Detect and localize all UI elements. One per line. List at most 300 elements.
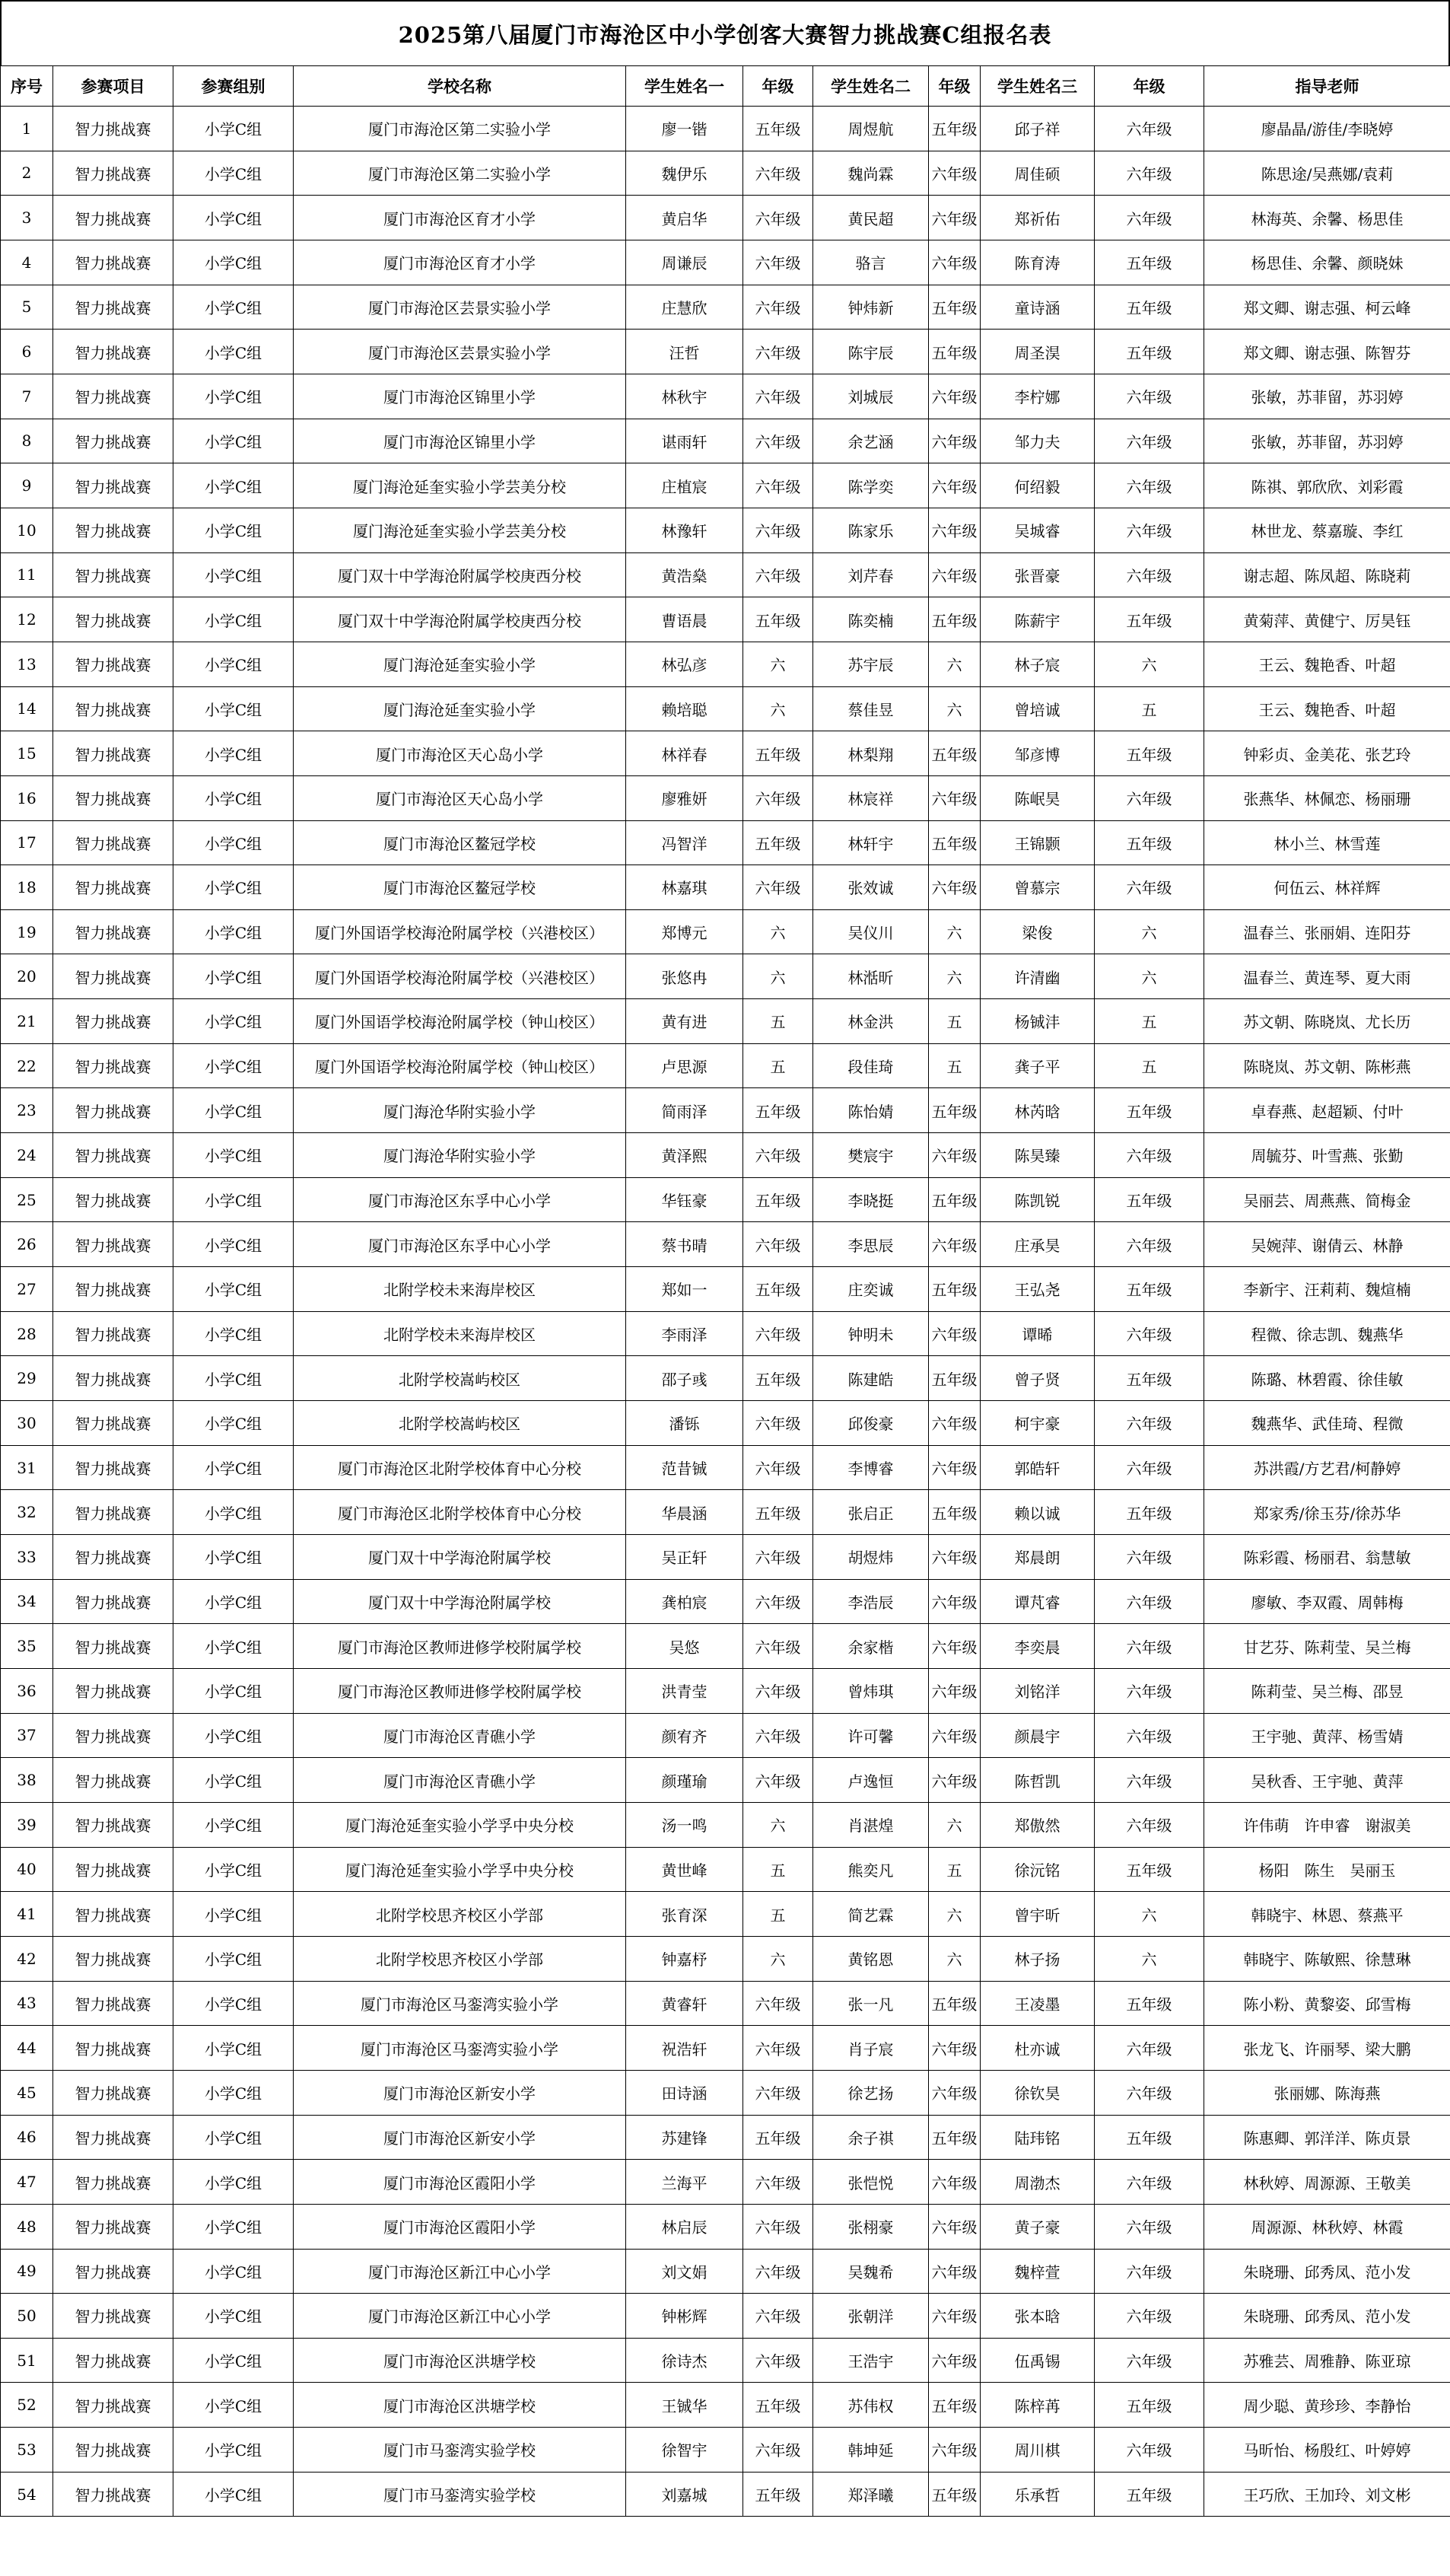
cell-group: 小学C组 bbox=[173, 2204, 294, 2249]
cell-advisors: 林世龙、蔡嘉璇、李红 bbox=[1204, 508, 1450, 552]
table-row bbox=[1, 508, 1450, 552]
cell-grade-3: 六 bbox=[1095, 1936, 1204, 1981]
cell-student-2: 林轩宇 bbox=[813, 820, 929, 865]
cell-advisors: 郑文卿、谢志强、陈智芬 bbox=[1204, 330, 1450, 374]
cell-school: 厦门市海沧区马銮湾实验小学 bbox=[294, 1981, 626, 2026]
sheet-title: 2025第八届厦门市海沧区中小学创客大赛智力挑战赛C组报名表 bbox=[0, 0, 1450, 65]
cell-index: 34 bbox=[1, 1579, 53, 1624]
cell-index: 22 bbox=[1, 1043, 53, 1088]
cell-school: 厦门市海沧区马銮湾实验小学 bbox=[294, 2026, 626, 2071]
cell-advisors: 李新宇、汪莉莉、魏煊楠 bbox=[1204, 1267, 1450, 1312]
cell-student-3: 徐钦昊 bbox=[981, 2070, 1095, 2115]
cell-student-2: 张恺悦 bbox=[813, 2160, 929, 2205]
cell-student-1: 王铖华 bbox=[626, 2383, 743, 2428]
cell-index: 39 bbox=[1, 1802, 53, 1847]
cell-school: 厦门海沧延奎实验小学孚中央分校 bbox=[294, 1847, 626, 1892]
cell-student-1: 谌雨轩 bbox=[626, 419, 743, 463]
cell-student-2: 张栩豪 bbox=[813, 2204, 929, 2249]
cell-event: 智力挑战赛 bbox=[53, 1758, 173, 1803]
cell-school: 厦门市马銮湾实验学校 bbox=[294, 2428, 626, 2473]
cell-grade-2: 六年级 bbox=[929, 775, 981, 820]
cell-grade-2: 五 bbox=[929, 1043, 981, 1088]
cell-school: 厦门市海沧区洪塘学校 bbox=[294, 2338, 626, 2383]
cell-grade-3: 六年级 bbox=[1095, 2070, 1204, 2115]
cell-school: 厦门市海沧区天心岛小学 bbox=[294, 731, 626, 776]
cell-advisors: 张燕华、林佩恋、杨丽珊 bbox=[1204, 775, 1450, 820]
cell-advisors: 郑家秀/徐玉芬/徐苏华 bbox=[1204, 1490, 1450, 1535]
table-row bbox=[1, 1445, 1450, 1490]
cell-grade-3: 六年级 bbox=[1095, 1668, 1204, 1713]
header-student-2: 学生姓名二 bbox=[813, 66, 929, 107]
cell-group: 小学C组 bbox=[173, 865, 294, 910]
cell-grade-1: 五 bbox=[743, 1847, 813, 1892]
cell-grade-1: 六年级 bbox=[743, 1668, 813, 1713]
cell-index: 1 bbox=[1, 107, 53, 151]
cell-index: 33 bbox=[1, 1535, 53, 1580]
cell-student-1: 庄慧欣 bbox=[626, 285, 743, 330]
cell-grade-3: 五 bbox=[1095, 686, 1204, 731]
cell-student-3: 龚子平 bbox=[981, 1043, 1095, 1088]
cell-index: 46 bbox=[1, 2115, 53, 2160]
cell-student-2: 段佳琦 bbox=[813, 1043, 929, 1088]
cell-student-3: 柯宇豪 bbox=[981, 1401, 1095, 1446]
cell-school: 厦门市海沧区新江中心小学 bbox=[294, 2249, 626, 2294]
cell-grade-2: 五年级 bbox=[929, 1981, 981, 2026]
cell-grade-2: 六 bbox=[929, 909, 981, 954]
cell-group: 小学C组 bbox=[173, 2026, 294, 2071]
cell-advisors: 王宇驰、黄萍、杨雪婧 bbox=[1204, 1713, 1450, 1758]
table-row bbox=[1, 1758, 1450, 1803]
cell-index: 6 bbox=[1, 330, 53, 374]
cell-school: 厦门海沧华附实验小学 bbox=[294, 1133, 626, 1178]
cell-advisors: 朱晓珊、邱秀凤、范小发 bbox=[1204, 2249, 1450, 2294]
cell-grade-1: 六年级 bbox=[743, 240, 813, 285]
cell-event: 智力挑战赛 bbox=[53, 463, 173, 508]
cell-advisors: 陈莉莹、吴兰梅、邵昱 bbox=[1204, 1668, 1450, 1713]
cell-grade-2: 六年级 bbox=[929, 374, 981, 419]
cell-event: 智力挑战赛 bbox=[53, 2160, 173, 2205]
cell-student-1: 苏建锋 bbox=[626, 2115, 743, 2160]
cell-school: 厦门市海沧区芸景实验小学 bbox=[294, 285, 626, 330]
cell-group: 小学C组 bbox=[173, 1579, 294, 1624]
cell-advisors: 周源源、林秋婷、林霞 bbox=[1204, 2204, 1450, 2249]
cell-student-2: 陈奕楠 bbox=[813, 597, 929, 642]
table-row bbox=[1, 686, 1450, 731]
cell-school: 厦门市海沧区新安小学 bbox=[294, 2070, 626, 2115]
cell-grade-2: 五年级 bbox=[929, 1267, 981, 1312]
cell-advisors: 魏燕华、武佳琦、程微 bbox=[1204, 1401, 1450, 1446]
cell-grade-3: 五年级 bbox=[1095, 1490, 1204, 1535]
cell-grade-3: 六年级 bbox=[1095, 1802, 1204, 1847]
cell-index: 30 bbox=[1, 1401, 53, 1446]
cell-student-2: 肖子宸 bbox=[813, 2026, 929, 2071]
cell-grade-3: 六 bbox=[1095, 909, 1204, 954]
cell-student-2: 张启正 bbox=[813, 1490, 929, 1535]
cell-event: 智力挑战赛 bbox=[53, 1668, 173, 1713]
cell-event: 智力挑战赛 bbox=[53, 2070, 173, 2115]
cell-student-2: 李浩辰 bbox=[813, 1579, 929, 1624]
cell-grade-1: 五年级 bbox=[743, 2383, 813, 2428]
cell-grade-2: 六 bbox=[929, 642, 981, 686]
cell-student-1: 华晨涵 bbox=[626, 1490, 743, 1535]
cell-grade-2: 六年级 bbox=[929, 1311, 981, 1356]
cell-student-1: 洪青莹 bbox=[626, 1668, 743, 1713]
cell-student-3: 陈梓苒 bbox=[981, 2383, 1095, 2428]
cell-student-2: 胡煜炜 bbox=[813, 1535, 929, 1580]
cell-grade-3: 六年级 bbox=[1095, 1133, 1204, 1178]
cell-event: 智力挑战赛 bbox=[53, 107, 173, 151]
cell-school: 厦门市海沧区东孚中心小学 bbox=[294, 1177, 626, 1222]
table-row bbox=[1, 1267, 1450, 1312]
cell-grade-1: 六年级 bbox=[743, 508, 813, 552]
cell-grade-2: 六年级 bbox=[929, 1133, 981, 1178]
table-row bbox=[1, 1847, 1450, 1892]
cell-event: 智力挑战赛 bbox=[53, 1892, 173, 1937]
cell-grade-2: 五年级 bbox=[929, 330, 981, 374]
header-index: 序号 bbox=[1, 66, 53, 107]
cell-student-2: 陈家乐 bbox=[813, 508, 929, 552]
cell-grade-1: 六年级 bbox=[743, 1445, 813, 1490]
cell-grade-2: 五年级 bbox=[929, 285, 981, 330]
cell-school: 厦门海沧延奎实验小学孚中央分校 bbox=[294, 1802, 626, 1847]
cell-student-1: 黄世峰 bbox=[626, 1847, 743, 1892]
cell-grade-1: 六 bbox=[743, 686, 813, 731]
cell-grade-1: 六年级 bbox=[743, 1579, 813, 1624]
cell-student-3: 陈凯锐 bbox=[981, 1177, 1095, 1222]
cell-grade-1: 六年级 bbox=[743, 2294, 813, 2339]
table-row bbox=[1, 1981, 1450, 2026]
cell-grade-3: 六年级 bbox=[1095, 107, 1204, 151]
cell-student-3: 乐承哲 bbox=[981, 2472, 1095, 2517]
cell-advisors: 朱晓珊、邱秀凤、范小发 bbox=[1204, 2294, 1450, 2339]
cell-student-2: 刘芹春 bbox=[813, 552, 929, 597]
cell-advisors: 王云、魏艳香、叶超 bbox=[1204, 642, 1450, 686]
cell-event: 智力挑战赛 bbox=[53, 954, 173, 999]
cell-grade-3: 六 bbox=[1095, 954, 1204, 999]
cell-student-1: 郑博元 bbox=[626, 909, 743, 954]
cell-grade-1: 六 bbox=[743, 954, 813, 999]
cell-student-1: 林启辰 bbox=[626, 2204, 743, 2249]
cell-student-1: 徐智宇 bbox=[626, 2428, 743, 2473]
cell-student-1: 赖培聪 bbox=[626, 686, 743, 731]
cell-group: 小学C组 bbox=[173, 1401, 294, 1446]
cell-student-3: 周川棋 bbox=[981, 2428, 1095, 2473]
cell-group: 小学C组 bbox=[173, 2294, 294, 2339]
table-row bbox=[1, 597, 1450, 642]
cell-event: 智力挑战赛 bbox=[53, 1267, 173, 1312]
cell-student-2: 许可馨 bbox=[813, 1713, 929, 1758]
cell-school: 北附学校嵩屿校区 bbox=[294, 1401, 626, 1446]
cell-index: 54 bbox=[1, 2472, 53, 2517]
cell-group: 小学C组 bbox=[173, 731, 294, 776]
cell-grade-1: 六年级 bbox=[743, 2428, 813, 2473]
cell-grade-1: 六 bbox=[743, 642, 813, 686]
cell-student-3: 曾培诚 bbox=[981, 686, 1095, 731]
cell-student-3: 张晋豪 bbox=[981, 552, 1095, 597]
cell-advisors: 温春兰、黄连琴、夏大雨 bbox=[1204, 954, 1450, 999]
cell-grade-3: 五年级 bbox=[1095, 1356, 1204, 1401]
cell-student-1: 简雨泽 bbox=[626, 1088, 743, 1133]
cell-student-3: 曾宇昕 bbox=[981, 1892, 1095, 1937]
cell-grade-3: 六年级 bbox=[1095, 151, 1204, 196]
registration-table bbox=[0, 65, 1450, 2517]
cell-student-2: 邱俊豪 bbox=[813, 1401, 929, 1446]
cell-index: 8 bbox=[1, 419, 53, 463]
cell-group: 小学C组 bbox=[173, 1802, 294, 1847]
cell-school: 北附学校嵩屿校区 bbox=[294, 1356, 626, 1401]
cell-event: 智力挑战赛 bbox=[53, 2428, 173, 2473]
cell-event: 智力挑战赛 bbox=[53, 775, 173, 820]
cell-school: 厦门市海沧区洪塘学校 bbox=[294, 2383, 626, 2428]
cell-school: 厦门海沧延奎实验小学芸美分校 bbox=[294, 463, 626, 508]
cell-grade-2: 五年级 bbox=[929, 597, 981, 642]
cell-grade-1: 六年级 bbox=[743, 2204, 813, 2249]
cell-grade-2: 六年级 bbox=[929, 419, 981, 463]
cell-grade-2: 六年级 bbox=[929, 463, 981, 508]
cell-grade-3: 五年级 bbox=[1095, 1847, 1204, 1892]
table-row bbox=[1, 1579, 1450, 1624]
cell-student-1: 黄有进 bbox=[626, 999, 743, 1044]
cell-group: 小学C组 bbox=[173, 1758, 294, 1803]
cell-grade-3: 六年级 bbox=[1095, 419, 1204, 463]
table-row bbox=[1, 1490, 1450, 1535]
cell-event: 智力挑战赛 bbox=[53, 999, 173, 1044]
cell-grade-1: 六年级 bbox=[743, 2338, 813, 2383]
cell-grade-2: 六年级 bbox=[929, 865, 981, 910]
cell-grade-2: 六年级 bbox=[929, 2428, 981, 2473]
header-group: 参赛组别 bbox=[173, 66, 294, 107]
cell-grade-3: 六年级 bbox=[1095, 2249, 1204, 2294]
cell-grade-2: 六年级 bbox=[929, 2160, 981, 2205]
cell-student-1: 钟嘉杼 bbox=[626, 1936, 743, 1981]
cell-student-3: 张本晗 bbox=[981, 2294, 1095, 2339]
cell-advisors: 温春兰、张丽娟、连阳芬 bbox=[1204, 909, 1450, 954]
table-row bbox=[1, 2115, 1450, 2160]
cell-student-2: 周煜航 bbox=[813, 107, 929, 151]
cell-student-2: 吴魏希 bbox=[813, 2249, 929, 2294]
table-row bbox=[1, 151, 1450, 196]
cell-event: 智力挑战赛 bbox=[53, 1936, 173, 1981]
cell-index: 42 bbox=[1, 1936, 53, 1981]
table-row bbox=[1, 2070, 1450, 2115]
cell-grade-2: 五年级 bbox=[929, 1177, 981, 1222]
cell-student-2: 陈建皓 bbox=[813, 1356, 929, 1401]
cell-student-3: 赖以诚 bbox=[981, 1490, 1095, 1535]
cell-grade-3: 六年级 bbox=[1095, 1222, 1204, 1267]
table-row bbox=[1, 1356, 1450, 1401]
cell-group: 小学C组 bbox=[173, 374, 294, 419]
cell-group: 小学C组 bbox=[173, 463, 294, 508]
cell-student-2: 王浩宇 bbox=[813, 2338, 929, 2383]
cell-group: 小学C组 bbox=[173, 1311, 294, 1356]
cell-student-2: 林梨翔 bbox=[813, 731, 929, 776]
cell-grade-3: 五年级 bbox=[1095, 820, 1204, 865]
cell-event: 智力挑战赛 bbox=[53, 1043, 173, 1088]
cell-group: 小学C组 bbox=[173, 196, 294, 240]
cell-student-1: 刘嘉城 bbox=[626, 2472, 743, 2517]
cell-group: 小学C组 bbox=[173, 1535, 294, 1580]
cell-student-2: 肖湛煌 bbox=[813, 1802, 929, 1847]
cell-student-2: 张朝洋 bbox=[813, 2294, 929, 2339]
header-grade-2: 年级 bbox=[929, 66, 981, 107]
cell-index: 23 bbox=[1, 1088, 53, 1133]
cell-group: 小学C组 bbox=[173, 2383, 294, 2428]
cell-index: 37 bbox=[1, 1713, 53, 1758]
cell-event: 智力挑战赛 bbox=[53, 2249, 173, 2294]
table-row bbox=[1, 1222, 1450, 1267]
cell-student-1: 黄睿轩 bbox=[626, 1981, 743, 2026]
cell-student-1: 吴悠 bbox=[626, 1624, 743, 1669]
header-student-3: 学生姓名三 bbox=[981, 66, 1095, 107]
cell-student-2: 张一凡 bbox=[813, 1981, 929, 2026]
cell-grade-2: 六年级 bbox=[929, 2249, 981, 2294]
cell-student-3: 庄承昊 bbox=[981, 1222, 1095, 1267]
cell-index: 3 bbox=[1, 196, 53, 240]
table-row bbox=[1, 2472, 1450, 2517]
cell-grade-2: 五年级 bbox=[929, 731, 981, 776]
cell-student-2: 樊宸宇 bbox=[813, 1133, 929, 1178]
cell-event: 智力挑战赛 bbox=[53, 552, 173, 597]
cell-grade-1: 六年级 bbox=[743, 1311, 813, 1356]
cell-group: 小学C组 bbox=[173, 1713, 294, 1758]
cell-grade-1: 六年级 bbox=[743, 330, 813, 374]
table-row bbox=[1, 285, 1450, 330]
cell-grade-2: 六年级 bbox=[929, 552, 981, 597]
cell-student-3: 郑晨朗 bbox=[981, 1535, 1095, 1580]
cell-school: 厦门市海沧区鳌冠学校 bbox=[294, 820, 626, 865]
cell-student-2: 骆言 bbox=[813, 240, 929, 285]
table-row bbox=[1, 954, 1450, 999]
cell-grade-2: 六年级 bbox=[929, 2204, 981, 2249]
cell-grade-3: 五年级 bbox=[1095, 2472, 1204, 2517]
cell-index: 13 bbox=[1, 642, 53, 686]
cell-student-3: 周渤杰 bbox=[981, 2160, 1095, 2205]
cell-student-3: 邹彦博 bbox=[981, 731, 1095, 776]
cell-grade-1: 五年级 bbox=[743, 2115, 813, 2160]
cell-advisors: 韩晓宇、陈敏熙、徐慧琳 bbox=[1204, 1936, 1450, 1981]
cell-event: 智力挑战赛 bbox=[53, 731, 173, 776]
cell-advisors: 苏文朝、陈晓岚、尤长历 bbox=[1204, 999, 1450, 1044]
cell-grade-3: 五年级 bbox=[1095, 1981, 1204, 2026]
cell-index: 19 bbox=[1, 909, 53, 954]
cell-index: 21 bbox=[1, 999, 53, 1044]
table-row bbox=[1, 999, 1450, 1044]
cell-event: 智力挑战赛 bbox=[53, 1445, 173, 1490]
cell-student-2: 余家楷 bbox=[813, 1624, 929, 1669]
cell-grade-3: 五年级 bbox=[1095, 240, 1204, 285]
cell-student-3: 郭皓轩 bbox=[981, 1445, 1095, 1490]
cell-index: 4 bbox=[1, 240, 53, 285]
header-advisors: 指导老师 bbox=[1204, 66, 1450, 107]
cell-grade-1: 六年级 bbox=[743, 419, 813, 463]
cell-advisors: 张敏，苏菲留，苏羽婷 bbox=[1204, 374, 1450, 419]
cell-school: 厦门市马銮湾实验学校 bbox=[294, 2472, 626, 2517]
table-row bbox=[1, 1936, 1450, 1981]
cell-grade-3: 六年级 bbox=[1095, 1624, 1204, 1669]
cell-grade-2: 六年级 bbox=[929, 151, 981, 196]
table-row bbox=[1, 2160, 1450, 2205]
cell-student-3: 陈哲凯 bbox=[981, 1758, 1095, 1803]
cell-school: 厦门海沧延奎实验小学 bbox=[294, 686, 626, 731]
cell-student-2: 陈学奕 bbox=[813, 463, 929, 508]
cell-group: 小学C组 bbox=[173, 151, 294, 196]
cell-group: 小学C组 bbox=[173, 552, 294, 597]
table-row bbox=[1, 1624, 1450, 1669]
cell-event: 智力挑战赛 bbox=[53, 865, 173, 910]
cell-grade-3: 六年级 bbox=[1095, 1401, 1204, 1446]
cell-student-3: 林子扬 bbox=[981, 1936, 1095, 1981]
table-row bbox=[1, 1088, 1450, 1133]
table-row bbox=[1, 865, 1450, 910]
cell-event: 智力挑战赛 bbox=[53, 1356, 173, 1401]
cell-group: 小学C组 bbox=[173, 954, 294, 999]
cell-grade-1: 六年级 bbox=[743, 1758, 813, 1803]
cell-event: 智力挑战赛 bbox=[53, 2026, 173, 2071]
cell-student-3: 周圣淏 bbox=[981, 330, 1095, 374]
cell-school: 厦门市海沧区教师进修学校附属学校 bbox=[294, 1624, 626, 1669]
cell-advisors: 廖敏、李双霞、周韩梅 bbox=[1204, 1579, 1450, 1624]
cell-student-2: 林湉昕 bbox=[813, 954, 929, 999]
cell-student-2: 庄奕诚 bbox=[813, 1267, 929, 1312]
cell-grade-3: 六年级 bbox=[1095, 1535, 1204, 1580]
cell-student-3: 谭芃睿 bbox=[981, 1579, 1095, 1624]
cell-advisors: 廖晶晶/游佳/李晓婷 bbox=[1204, 107, 1450, 151]
cell-school: 厦门双十中学海沧附属学校庚西分校 bbox=[294, 552, 626, 597]
cell-group: 小学C组 bbox=[173, 330, 294, 374]
cell-student-3: 杨铖沣 bbox=[981, 999, 1095, 1044]
cell-student-1: 卢思源 bbox=[626, 1043, 743, 1088]
table-row bbox=[1, 240, 1450, 285]
cell-student-1: 郑如一 bbox=[626, 1267, 743, 1312]
header-grade-1: 年级 bbox=[743, 66, 813, 107]
cell-event: 智力挑战赛 bbox=[53, 2115, 173, 2160]
cell-index: 2 bbox=[1, 151, 53, 196]
cell-group: 小学C组 bbox=[173, 642, 294, 686]
cell-student-1: 黄浩燊 bbox=[626, 552, 743, 597]
cell-index: 25 bbox=[1, 1177, 53, 1222]
cell-advisors: 杨思佳、余馨、颜晓妹 bbox=[1204, 240, 1450, 285]
cell-student-1: 林弘彦 bbox=[626, 642, 743, 686]
cell-grade-3: 五 bbox=[1095, 999, 1204, 1044]
cell-grade-3: 五年级 bbox=[1095, 1088, 1204, 1133]
cell-grade-3: 五年级 bbox=[1095, 1177, 1204, 1222]
cell-grade-2: 六 bbox=[929, 954, 981, 999]
cell-grade-2: 六年级 bbox=[929, 2070, 981, 2115]
table-row bbox=[1, 731, 1450, 776]
cell-student-3: 徐沅铭 bbox=[981, 1847, 1095, 1892]
cell-grade-3: 六年级 bbox=[1095, 196, 1204, 240]
cell-school: 厦门双十中学海沧附属学校 bbox=[294, 1535, 626, 1580]
cell-grade-1: 六年级 bbox=[743, 865, 813, 910]
cell-event: 智力挑战赛 bbox=[53, 419, 173, 463]
cell-grade-2: 六 bbox=[929, 1802, 981, 1847]
cell-grade-2: 六年级 bbox=[929, 1401, 981, 1446]
cell-group: 小学C组 bbox=[173, 1267, 294, 1312]
table-row bbox=[1, 330, 1450, 374]
cell-student-1: 范昔铖 bbox=[626, 1445, 743, 1490]
table-row bbox=[1, 1535, 1450, 1580]
cell-student-1: 蔡书晴 bbox=[626, 1222, 743, 1267]
cell-index: 53 bbox=[1, 2428, 53, 2473]
cell-grade-3: 六年级 bbox=[1095, 508, 1204, 552]
cell-event: 智力挑战赛 bbox=[53, 240, 173, 285]
cell-student-3: 周佳硕 bbox=[981, 151, 1095, 196]
cell-group: 小学C组 bbox=[173, 2472, 294, 2517]
cell-group: 小学C组 bbox=[173, 1668, 294, 1713]
cell-grade-3: 六年级 bbox=[1095, 1758, 1204, 1803]
cell-advisors: 卓春燕、赵超颖、付叶 bbox=[1204, 1088, 1450, 1133]
cell-student-3: 陈育涛 bbox=[981, 240, 1095, 285]
